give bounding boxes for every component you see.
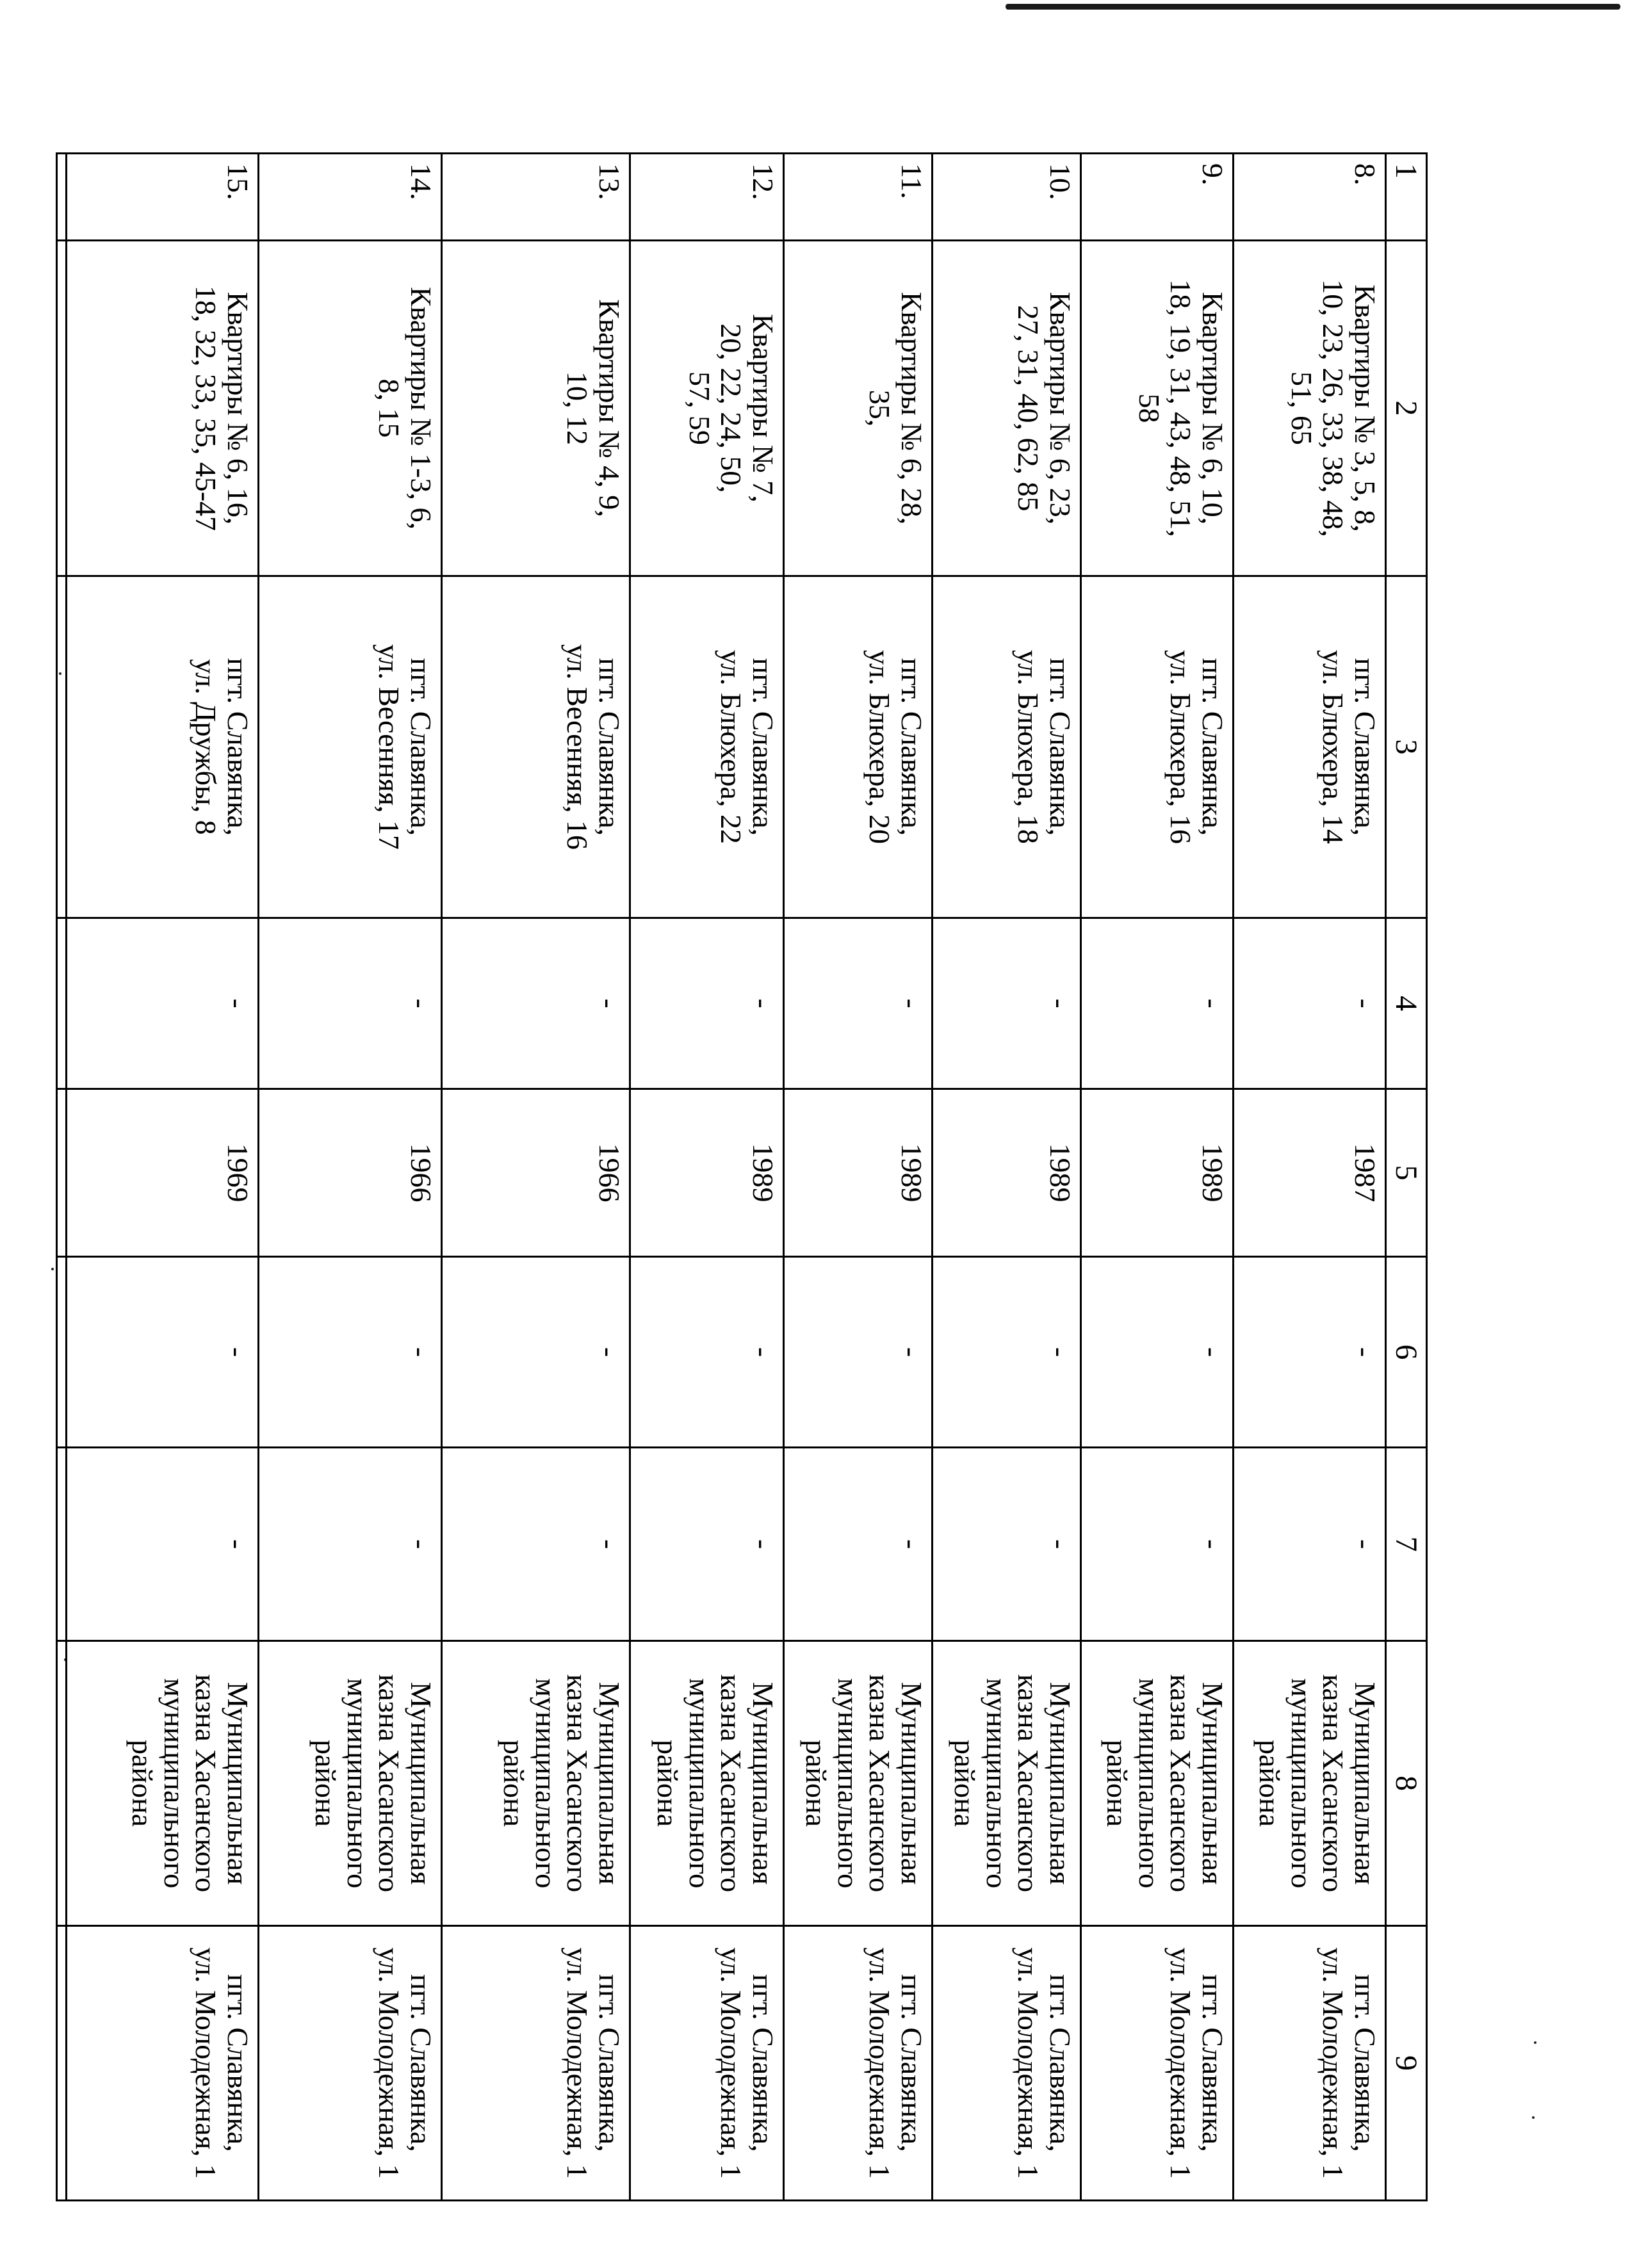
empty-cell	[57, 576, 67, 918]
header-cell: 7	[1386, 1448, 1427, 1641]
owner-cell: Муниципальная казна Хасанского муниципального района	[1234, 1641, 1386, 1926]
col7-cell: -	[1234, 1448, 1386, 1641]
owner-cell: Муниципальная казна Хасанского муниципального района	[784, 1641, 933, 1926]
table-row	[1081, 154, 1234, 2201]
owner-cell: Муниципальная казна Хасанского муниципального района	[442, 1641, 630, 1926]
holder-address-cell: пгт. Славянка, ул. Молодежная, 1	[933, 1926, 1081, 2201]
col6-cell: -	[442, 1257, 630, 1448]
row-number: 9.	[1081, 154, 1234, 241]
col7-cell: -	[1081, 1448, 1234, 1641]
year-cell: 1989	[1081, 1089, 1234, 1257]
header-cell: 4	[1386, 918, 1427, 1089]
col7-cell: -	[784, 1448, 933, 1641]
col6-cell: -	[784, 1257, 933, 1448]
apartments-cell: Квартиры № 1-3, 6, 8, 15	[259, 241, 442, 576]
table-row	[67, 154, 259, 2201]
table-row	[442, 154, 630, 2201]
col4-cell: -	[259, 918, 442, 1089]
holder-address-cell: пгт. Славянка, ул. Молодежная, 1	[67, 1926, 259, 2201]
apartments-cell: Квартиры № 6, 16, 18, 32, 33, 35, 45-47	[67, 241, 259, 576]
col6-cell: -	[1081, 1257, 1234, 1448]
row-number: 10.	[933, 154, 1081, 241]
col6-cell: -	[630, 1257, 784, 1448]
owner-cell: Муниципальная казна Хасанского муниципального района	[259, 1641, 442, 1926]
empty-cell	[57, 241, 67, 576]
row-number: 13.	[442, 154, 630, 241]
empty-cell	[57, 918, 67, 1089]
empty-cell	[57, 1641, 67, 1926]
empty-row	[57, 154, 67, 2201]
year-cell: 1989	[630, 1089, 784, 1257]
apartments-cell: Квартиры № 7, 20, 22, 24, 50, 57, 59	[630, 241, 784, 576]
apartments-cell: Квартиры № 6, 23, 27, 31, 40, 62, 85	[933, 241, 1081, 576]
scan-speck	[51, 1268, 54, 1270]
table-row	[630, 154, 784, 2201]
col4-cell: -	[630, 918, 784, 1089]
table-row	[259, 154, 442, 2201]
table-row	[933, 154, 1081, 2201]
col4-cell: -	[933, 918, 1081, 1089]
year-cell: 1966	[259, 1089, 442, 1257]
empty-cell	[57, 1926, 67, 2201]
address-cell: пгт. Славянка, ул. Блюхера, 16	[1081, 576, 1234, 918]
year-cell: 1969	[67, 1089, 259, 1257]
col4-cell: -	[442, 918, 630, 1089]
col7-cell: -	[259, 1448, 442, 1641]
year-cell: 1989	[784, 1089, 933, 1257]
row-number: 8.	[1234, 154, 1386, 241]
table-row	[1234, 154, 1386, 2201]
apartments-cell: Квартиры № 6, 10, 18, 19, 31, 43, 48, 51, 58	[1081, 241, 1234, 576]
header-cell: 5	[1386, 1089, 1427, 1257]
address-cell: пгт. Славянка, ул. Весенняя, 16	[442, 576, 630, 918]
header-cell: 9	[1386, 1926, 1427, 2201]
holder-address-cell: пгт. Славянка, ул. Молодежная, 1	[630, 1926, 784, 2201]
scan-speck	[1534, 2041, 1536, 2044]
empty-cell	[57, 1089, 67, 1257]
col7-cell: -	[630, 1448, 784, 1641]
year-cell: 1966	[442, 1089, 630, 1257]
scan-speck	[1532, 2116, 1535, 2119]
column-number-row	[1386, 154, 1427, 2201]
apartments-cell: Квартиры № 6, 28, 35,	[784, 241, 933, 576]
col6-cell: -	[933, 1257, 1081, 1448]
header-cell: 6	[1386, 1257, 1427, 1448]
holder-address-cell: пгт. Славянка, ул. Молодежная, 1	[1234, 1926, 1386, 2201]
address-cell: пгт. Славянка, ул. Блюхера, 18	[933, 576, 1081, 918]
property-registry-table-rotated	[117, 152, 1428, 2199]
empty-cell	[57, 154, 67, 241]
address-cell: пгт. Славянка, ул. Блюхера, 22	[630, 576, 784, 918]
col6-cell: -	[1234, 1257, 1386, 1448]
header-cell: 8	[1386, 1641, 1427, 1926]
top-edge-rule	[1006, 4, 1620, 10]
holder-address-cell: пгт. Славянка, ул. Молодежная, 1	[259, 1926, 442, 2201]
property-registry-table	[56, 152, 1428, 2201]
header-cell: 2	[1386, 241, 1427, 576]
owner-cell: Муниципальная казна Хасанского муниципального района	[933, 1641, 1081, 1926]
address-cell: пгт. Славянка, ул. Дружбы, 8	[67, 576, 259, 918]
row-number: 14.	[259, 154, 442, 241]
col4-cell: -	[784, 918, 933, 1089]
table-row	[784, 154, 933, 2201]
owner-cell: Муниципальная казна Хасанского муниципального района	[67, 1641, 259, 1926]
row-number: 12.	[630, 154, 784, 241]
col6-cell: -	[67, 1257, 259, 1448]
apartments-cell: Квартиры № 3, 5, 8, 10, 23, 26, 33, 38, 48, 51, 65	[1234, 241, 1386, 576]
owner-cell: Муниципальная казна Хасанского муниципального района	[630, 1641, 784, 1926]
year-cell: 1989	[933, 1089, 1081, 1257]
col4-cell: -	[1234, 918, 1386, 1089]
owner-cell: Муниципальная казна Хасанского муниципального района	[1081, 1641, 1234, 1926]
col6-cell: -	[259, 1257, 442, 1448]
col4-cell: -	[67, 918, 259, 1089]
col7-cell: -	[67, 1448, 259, 1641]
header-cell: 3	[1386, 576, 1427, 918]
holder-address-cell: пгт. Славянка, ул. Молодежная, 1	[442, 1926, 630, 2201]
col7-cell: -	[442, 1448, 630, 1641]
row-number: 15.	[67, 154, 259, 241]
address-cell: пгт. Славянка, ул. Блюхера, 14	[1234, 576, 1386, 918]
col7-cell: -	[933, 1448, 1081, 1641]
holder-address-cell: пгт. Славянка, ул. Молодежная, 1	[784, 1926, 933, 2201]
empty-cell	[57, 1257, 67, 1448]
year-cell: 1987	[1234, 1089, 1386, 1257]
header-cell: 1	[1386, 154, 1427, 241]
apartments-cell: Квартиры № 4, 9, 10, 12	[442, 241, 630, 576]
address-cell: пгт. Славянка, ул. Блюхера, 20	[784, 576, 933, 918]
holder-address-cell: пгт. Славянка, ул. Молодежная, 1	[1081, 1926, 1234, 2201]
address-cell: пгт. Славянка, ул. Весенняя, 17	[259, 576, 442, 918]
row-number: 11.	[784, 154, 933, 241]
empty-cell	[57, 1448, 67, 1641]
col4-cell: -	[1081, 918, 1234, 1089]
